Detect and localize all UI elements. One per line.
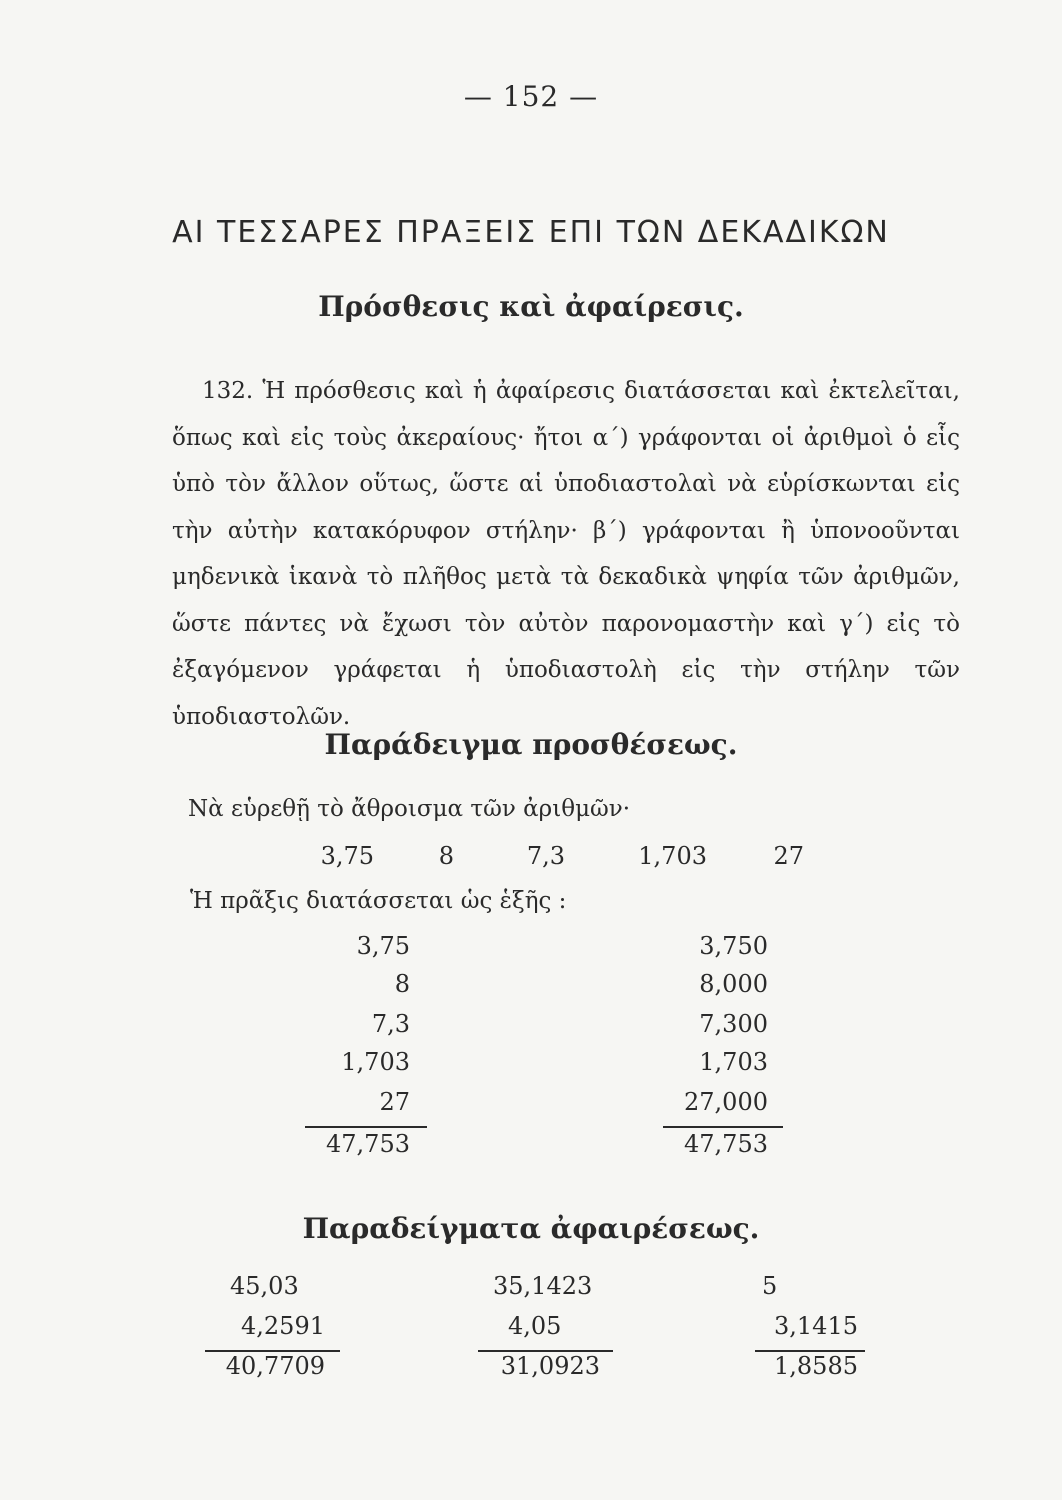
subtraction-subtrahend: 4,05 (508, 1312, 562, 1340)
right-column-item: 1,703 (699, 1048, 768, 1076)
number-item: 27 (773, 842, 804, 870)
right-column-item: 3,750 (699, 932, 768, 960)
subtraction-minuend: 35,1423 (493, 1272, 593, 1300)
right-sum: 47,753 (684, 1130, 768, 1158)
subtraction-subtrahend: 3,1415 (774, 1312, 858, 1340)
number-item: 3,75 (320, 842, 374, 870)
addition-example-title: Παράδειγμα προσθέσεως. (324, 728, 738, 761)
subtraction-examples-title: Παραδείγματα ἀφαιρέσεως. (302, 1212, 760, 1245)
chapter-title: ΑΙ ΤΕΣΣΑΡΕΣ ΠΡΑΞΕΙΣ ΕΠΙ ΤΩΝ ΔΕΚΑΔΙΚΩΝ (172, 215, 890, 250)
right-column-item: 27,000 (684, 1088, 768, 1116)
subtraction-subtrahend: 4,2591 (241, 1312, 325, 1340)
left-column-item: 1,703 (341, 1048, 410, 1076)
section-title: Πρόσθεσις καὶ ἀφαίρεσις. (318, 290, 744, 323)
number-item: 1,703 (638, 842, 707, 870)
page-number: — 152 — (463, 80, 599, 113)
subtraction-difference: 31,0923 (500, 1352, 600, 1380)
paragraph-132: 132. Ἡ πρόσθεσις καὶ ἡ ἀφαίρεσις διατάσσεται καὶ ἐκτελεῖται, ὅπως καὶ εἰς τοὺς ἀκεραίους· ἤτοι α΄) γράφονται οἱ ἀριθμοὶ ὁ εἷς ὑπὸ τὸν ἄλλον οὕτως, ὥστε αἱ ὑποδιαστολαὶ νὰ εὑρίσκωνται εἰς τὴν αὐτὴν κατακόρυφον στήλην· β΄) γράφονται ἢ ὑπονοοῦνται μηδενικὰ ἱκανὰ τὸ πλῆθος μετὰ τὰ δεκαδικὰ ψηφία τῶν ἀριθμῶν, ὥστε πάντες νὰ ἔχωσι τὸν αὐτὸν παρονομαστὴν καὶ γ΄) εἰς τὸ ἐξαγόμενον γράφεται ἡ ὑποδιαστολὴ εἰς τὴν στήλην τῶν ὑποδιαστολῶν. (172, 378, 960, 730)
number-item: 8 (438, 842, 454, 870)
number-item: 7,3 (526, 842, 565, 870)
subtraction-minuend: 5 (762, 1272, 778, 1300)
subtraction-minuend: 45,03 (230, 1272, 299, 1300)
subtraction-difference: 40,7709 (225, 1352, 325, 1380)
subtraction-difference: 1,8585 (774, 1352, 858, 1380)
addition-intro: Νὰ εὑρεθῇ τὸ ἄθροισμα τῶν ἀριθμῶν· (188, 796, 631, 822)
left-sum: 47,753 (326, 1130, 410, 1158)
left-column-item: 3,75 (356, 932, 410, 960)
right-sum-rule (663, 1126, 783, 1128)
right-column-item: 8,000 (699, 970, 768, 998)
left-sum-rule (305, 1126, 427, 1128)
arrangement-intro: Ἡ πρᾶξις διατάσσεται ὡς ἑξῆς : (190, 888, 567, 914)
right-column-item: 7,300 (699, 1010, 768, 1038)
left-column-item: 7,3 (371, 1010, 410, 1038)
left-column-item: 27 (379, 1088, 410, 1116)
left-column-item: 8 (394, 970, 410, 998)
